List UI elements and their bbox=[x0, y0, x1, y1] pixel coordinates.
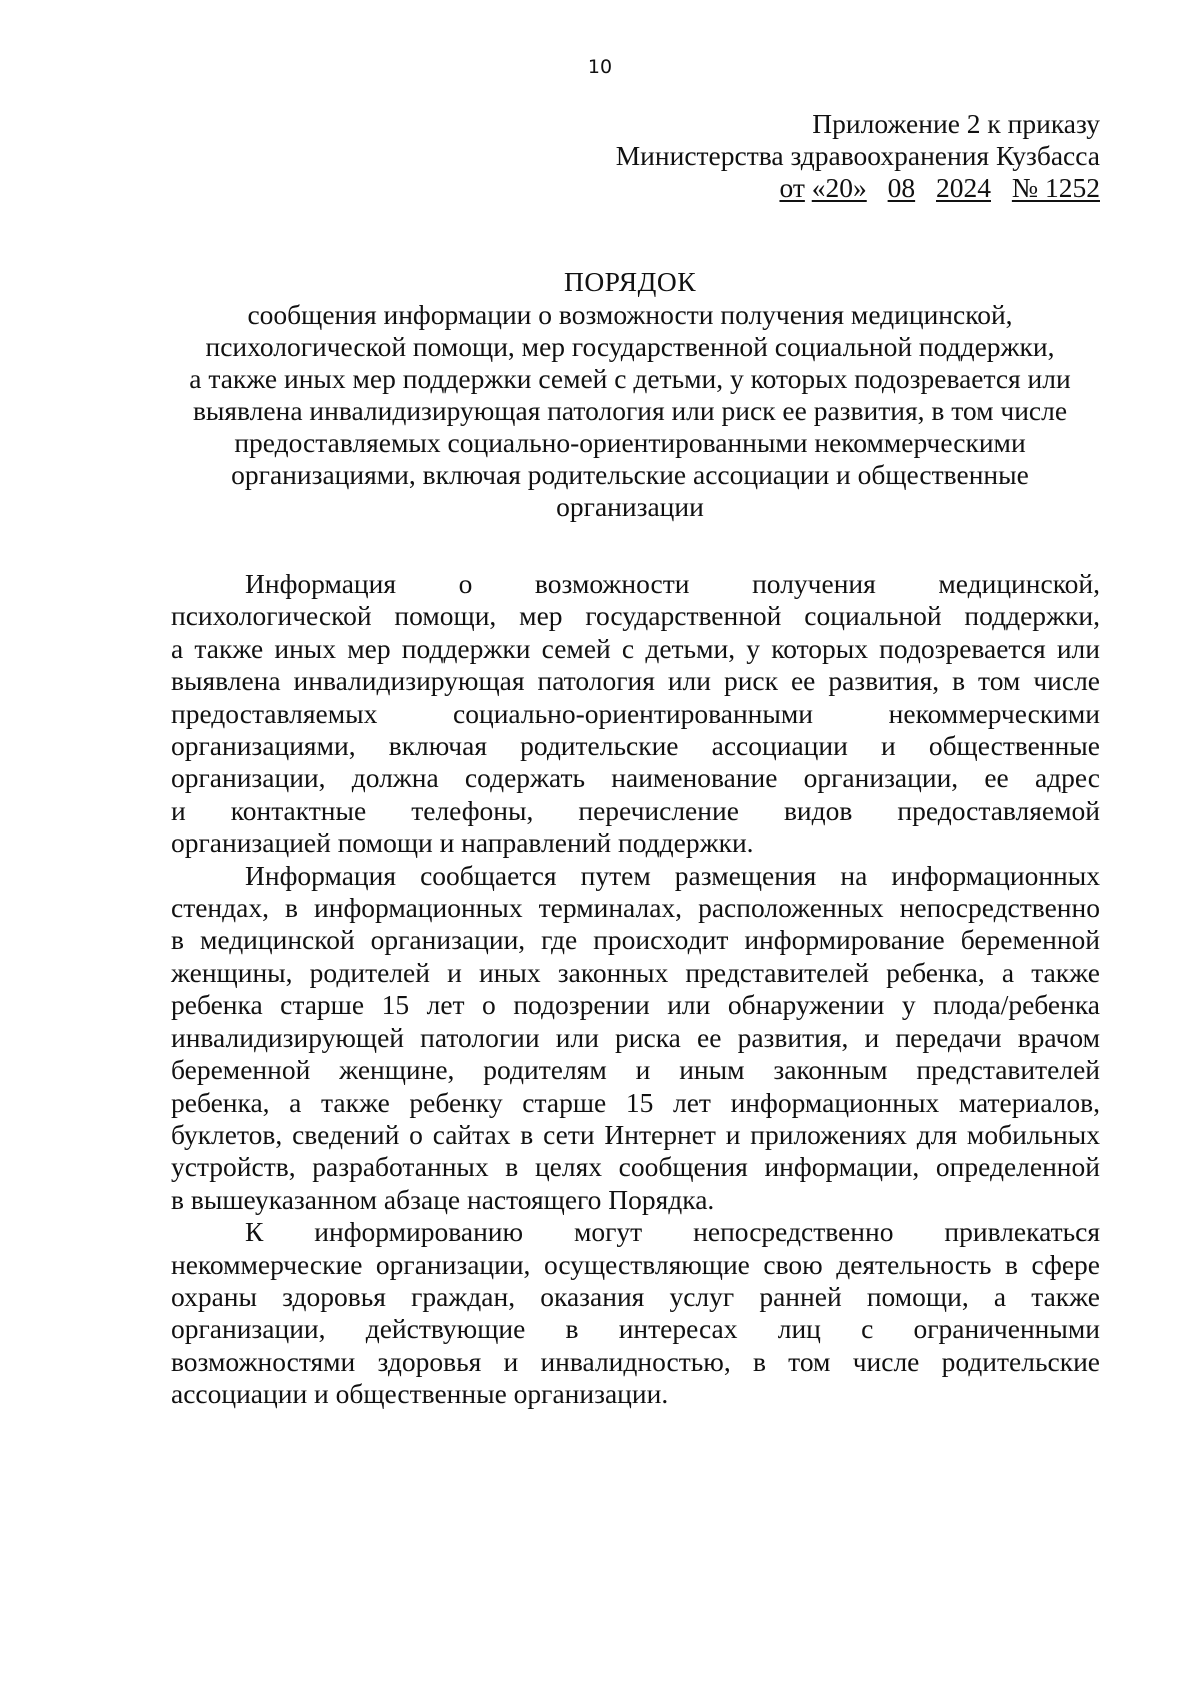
document-body bbox=[171, 568, 1100, 1411]
text-line: в вышеуказанном абзаце настоящего Порядка. bbox=[171, 1183, 715, 1215]
text-line: организации, должна содержать наименование организации, ее адрес bbox=[171, 762, 1100, 794]
subtitle-line: организации bbox=[556, 491, 704, 522]
text-line: психологической помощи, мер государственной социальной поддержки, bbox=[171, 600, 1100, 632]
text-line: К информированию могут непосредственно привлекаться bbox=[245, 1216, 1100, 1248]
text-line: стендах, в информационных терминалах, расположенных непосредственно bbox=[171, 892, 1100, 924]
order-reference bbox=[616, 172, 1100, 204]
subtitle-line: а также иных мер поддержки семей с детьми, у которых подозревается или bbox=[189, 363, 1071, 394]
text-line: устройств, разработанных в целях сообщения информации, определенной bbox=[171, 1151, 1100, 1183]
subtitle-line: организациями, включая родительские ассоциации и общественные bbox=[231, 459, 1029, 490]
text-line: ребенка, а также ребенку старше 15 лет информационных материалов, bbox=[171, 1086, 1100, 1118]
text-line: охраны здоровья граждан, оказания услуг ранней помощи, а также bbox=[171, 1280, 1100, 1312]
text-line: инвалидизирующей патологии или риска ее развития, и передачи врачом bbox=[171, 1021, 1100, 1053]
appendix-line-1: Приложение 2 к приказу bbox=[812, 108, 1100, 139]
order-prefix: от bbox=[779, 172, 805, 203]
page-number: 10 bbox=[587, 56, 613, 78]
text-line: в медицинской организации, где происходит информирование беременной bbox=[171, 924, 1100, 956]
text-line: организации, действующие в интересах лиц с ограниченными bbox=[171, 1313, 1100, 1345]
text-line: организациями, включая родительские ассоциации и общественные bbox=[171, 730, 1100, 762]
text-line: выявлена инвалидизирующая патология или риск ее развития, в том числе bbox=[171, 665, 1100, 697]
order-month: 08 bbox=[887, 172, 916, 203]
paragraph-2 bbox=[171, 860, 1100, 1216]
text-line: а также иных мер поддержки семей с детьми, у которых подозревается или bbox=[171, 632, 1100, 664]
paragraph-1 bbox=[171, 568, 1100, 860]
text-line: некоммерческие организации, осуществляющие свою деятельность в сфере bbox=[171, 1248, 1100, 1280]
document-title: ПОРЯДОК bbox=[563, 266, 697, 297]
order-number: № 1252 bbox=[1011, 172, 1100, 203]
subtitle-line: выявлена инвалидизирующая патология или риск ее развития, в том числе bbox=[192, 395, 1068, 426]
text-line: ассоциации и общественные организации. bbox=[171, 1378, 669, 1410]
subtitle-line: сообщения информации о возможности получения медицинской, bbox=[247, 299, 1013, 330]
document-subtitle bbox=[160, 299, 1100, 523]
order-day: «20» bbox=[811, 172, 867, 203]
text-line: беременной женщине, родителям и иным законным представителей bbox=[171, 1054, 1100, 1086]
text-line: ребенка старше 15 лет о подозрении или обнаружении у плода/ребенка bbox=[171, 989, 1100, 1021]
text-line: и контактные телефоны, перечисление видов предоставляемой bbox=[171, 794, 1100, 826]
order-year: 2024 bbox=[936, 172, 991, 203]
paragraph-3 bbox=[171, 1216, 1100, 1410]
text-line: женщины, родителей и иных законных представителей ребенка, а также bbox=[171, 956, 1100, 988]
subtitle-line: психологической помощи, мер государственной социальной поддержки, bbox=[205, 331, 1055, 362]
text-line: Информация о возможности получения медицинской, bbox=[245, 568, 1100, 599]
appendix-header bbox=[616, 108, 1100, 204]
subtitle-line: предоставляемых социально-ориентированными некоммерческими bbox=[234, 427, 1026, 458]
text-line: организацией помощи и направлений поддержки. bbox=[171, 827, 754, 859]
text-line: предоставляемых социально-ориентированными некоммерческими bbox=[171, 697, 1100, 729]
document-title-block bbox=[160, 266, 1100, 523]
text-line: возможностями здоровья и инвалидностью, в том числе родительские bbox=[171, 1345, 1100, 1377]
text-line: Информация сообщается путем размещения на информационных bbox=[245, 859, 1100, 891]
appendix-line-2: Министерства здравоохранения Кузбасса bbox=[615, 140, 1100, 171]
text-line: буклетов, сведений о сайтах в сети Интернет и приложениях для мобильных bbox=[171, 1118, 1100, 1150]
